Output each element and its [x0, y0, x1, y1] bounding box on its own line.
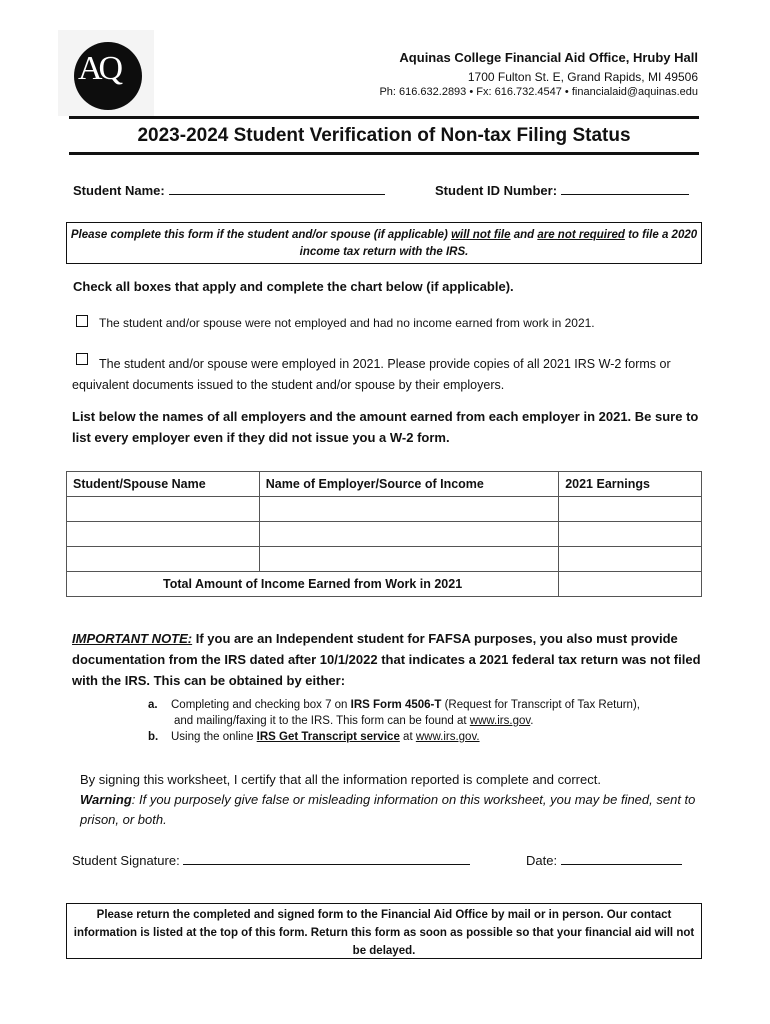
table-row	[67, 497, 702, 522]
office-name: Aquinas College Financial Aid Office, Hruby Hall	[399, 50, 698, 65]
check-instructions: Check all boxes that apply and complete the chart below (if applicable).	[73, 279, 514, 294]
date-label: Date:	[526, 853, 558, 868]
item-a-pre: Completing and checking box 7 on	[171, 699, 351, 711]
page-title: 2023-2024 Student Verification of Non-tax Filing Status	[137, 125, 631, 146]
item-b-text	[171, 729, 701, 745]
item-a-end: .	[530, 715, 534, 727]
certification	[80, 770, 700, 830]
office-contact: Ph: 616.632.2893 • Fx: 616.732.4547 • financialaid@aquinas.edu	[379, 86, 698, 98]
student-id-line[interactable]	[561, 182, 689, 195]
col-earnings: 2021 Earnings	[559, 472, 702, 497]
return-instructions: Please return the completed and signed form to the Financial Aid Office by mail or in person. Our contact information is listed at the top of this form. Return this form as soon as possible so that your financial aid will not be delayed.	[66, 903, 702, 959]
checkbox-not-employed[interactable]	[76, 315, 88, 327]
cell-name[interactable]	[67, 547, 260, 572]
option-employed: The student and/or spouse were employed in 2021. Please provide copies of all 2021 IRS W-2 forms or equivalent documents issued to the student and/or spouse by their employers.	[72, 357, 671, 392]
table-row	[67, 522, 702, 547]
item-a-form: IRS Form 4506-T	[350, 699, 442, 711]
warning-label: Warning	[80, 792, 132, 807]
student-name-field[interactable]	[73, 182, 385, 198]
notice-text-1: Please complete this form if the student and/or spouse (if applicable)	[70, 229, 452, 241]
total-row	[67, 572, 702, 597]
important-note	[72, 628, 702, 691]
item-a-post: (Request for Transcript of Tax Return),	[441, 699, 640, 711]
date-line[interactable]	[561, 852, 682, 865]
warning-body: : If you purposely give false or misleading information on this worksheet, you may be fined, sent to prison, or both.	[80, 792, 696, 827]
notice-underline-1: will not file	[451, 229, 511, 241]
col-student-spouse-name: Student/Spouse Name	[67, 472, 260, 497]
item-a-line2: and mailing/faxing it to the IRS. This form can be found at	[174, 715, 470, 727]
cell-employer[interactable]	[259, 522, 558, 547]
total-label: Total Amount of Income Earned from Work in 2021	[67, 572, 559, 597]
table-header-row	[67, 472, 702, 497]
signature-line[interactable]	[183, 852, 470, 865]
item-a-marker: a.	[148, 699, 158, 711]
cell-earnings[interactable]	[559, 522, 702, 547]
notice-text-2: and	[510, 229, 538, 241]
title-rule-top	[69, 116, 699, 119]
earnings-table	[66, 471, 702, 597]
item-a-text	[171, 697, 701, 729]
notice-underline-2: are not required	[537, 229, 625, 241]
cell-employer[interactable]	[259, 547, 558, 572]
important-label: IMPORTANT NOTE:	[72, 631, 193, 646]
date-field[interactable]	[526, 852, 682, 868]
certification-text: By signing this worksheet, I certify that all the information reported is complete and correct.	[80, 772, 601, 787]
important-text: If you are an Independent student for FAFSA purposes, you also must provide documentation from the IRS dated after 10/1/2022 that indicates a 2021 federal tax return was not filed with the IRS. This can be obtained by either:	[72, 631, 701, 688]
irs-link-a[interactable]: www.irs.gov	[469, 715, 531, 727]
office-address: 1700 Fulton St. E, Grand Rapids, MI 49506	[467, 70, 698, 84]
option-not-employed: The student and/or spouse were not employed and had no income earned from work in 2021.	[99, 316, 595, 330]
total-earnings-cell[interactable]	[559, 572, 702, 597]
irs-link-b[interactable]: www.irs.gov.	[415, 731, 480, 743]
title-rule-bottom	[69, 152, 699, 155]
col-employer-name: Name of Employer/Source of Income	[259, 472, 558, 497]
cell-name[interactable]	[67, 522, 260, 547]
instruction-notice	[66, 222, 702, 264]
cell-earnings[interactable]	[559, 497, 702, 522]
logo-text: AQ	[78, 50, 120, 87]
warning-text	[80, 790, 700, 830]
signature-label: Student Signature:	[72, 853, 180, 868]
cell-earnings[interactable]	[559, 547, 702, 572]
cell-name[interactable]	[67, 497, 260, 522]
student-id-field[interactable]	[435, 182, 689, 198]
item-b-mid: at	[399, 731, 416, 743]
signature-field[interactable]	[72, 852, 470, 868]
item-b-marker: b.	[148, 731, 159, 743]
table-row	[67, 547, 702, 572]
list-instruction: List below the names of all employers and the amount earned from each employer in 2021. Be sure to list every employer even if they did not issue you a W-2 form.	[72, 409, 699, 445]
irs-get-transcript[interactable]: IRS Get Transcript service	[256, 731, 400, 743]
student-id-label: Student ID Number:	[435, 183, 558, 198]
student-name-line[interactable]	[169, 182, 385, 195]
cell-employer[interactable]	[259, 497, 558, 522]
item-b-pre: Using the online	[171, 731, 257, 743]
notice-text-3: to file a 2020 income tax return with the IRS.	[299, 229, 698, 258]
student-name-label: Student Name:	[73, 183, 165, 198]
